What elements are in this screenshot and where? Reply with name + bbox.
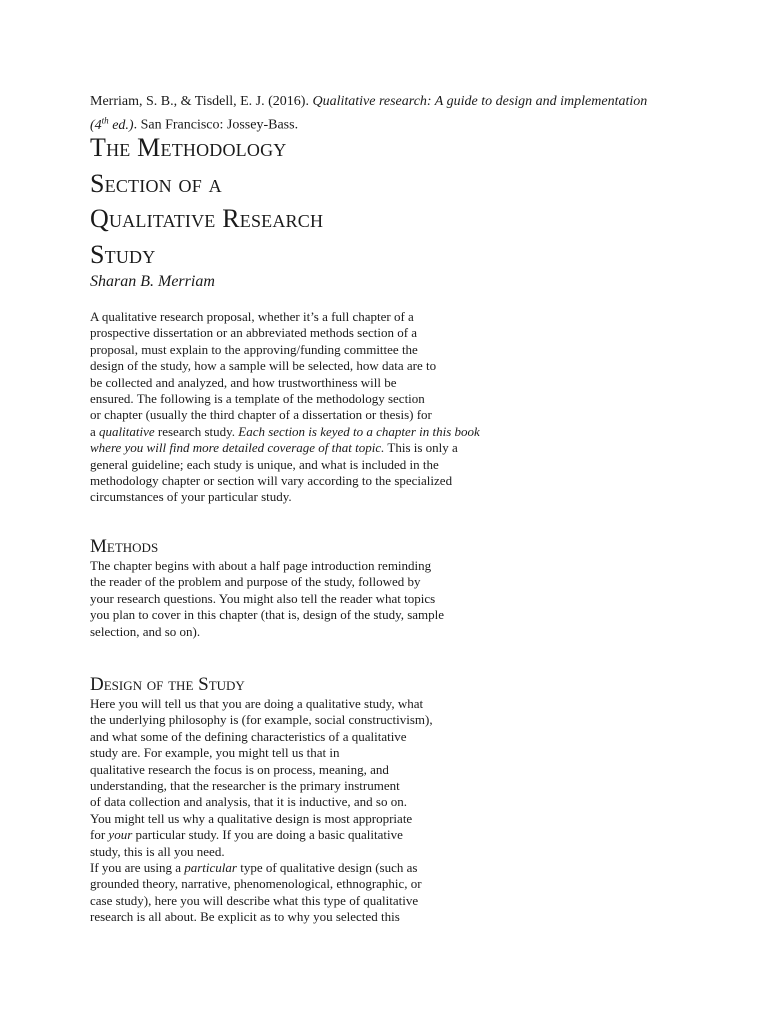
text-line (90, 827, 520, 843)
text-run-italic: qualitative (99, 423, 155, 439)
text-line: methodology chapter or section will vary according to the specialized (90, 473, 453, 489)
intro-paragraph (90, 309, 520, 506)
title-line: Section of a (90, 168, 222, 198)
methods-paragraph (90, 558, 520, 640)
text-run: If you are using a (90, 860, 185, 876)
document-title (90, 130, 590, 272)
citation-title-part: Qualitative research: A guide to design and implementation (4 (90, 94, 648, 133)
text-run-italic: your (108, 827, 133, 843)
text-line: prospective dissertation or an abbreviated methods section of a (90, 325, 418, 341)
text-line: and what some of the defining characteristics of a qualitative (90, 728, 407, 744)
text-line: research is all about. Be explicit as to why you selected this (90, 909, 400, 925)
text-line: selection, and so on). (90, 623, 201, 639)
text-line: You might tell us why a qualitative design is most appropriate (90, 810, 413, 826)
text-run: This is only a (384, 440, 458, 456)
text-run-italic: Each section is keyed to a chapter in this book (238, 423, 480, 439)
author-name: Sharan B. Merriam (90, 273, 215, 290)
text-line: be collected and analyzed, and how trustworthiness will be (90, 374, 397, 390)
text-line: understanding, that the researcher is the primary instrument (90, 778, 400, 794)
text-line: grounded theory, narrative, phenomenological, ethnographic, or (90, 876, 422, 892)
text-run: particular study. If you are doing a basic qualitative (132, 827, 403, 843)
text-line (90, 424, 520, 440)
text-line (90, 440, 520, 456)
text-line: study, this is all you need. (90, 843, 225, 859)
text-run: for (90, 827, 109, 843)
text-run: a (90, 423, 100, 439)
design-paragraph (90, 696, 520, 926)
text-line: your research questions. You might also tell the reader what topics (90, 590, 436, 606)
text-line: of data collection and analysis, that it is inductive, and so on. (90, 794, 407, 810)
design-heading: Design of the Study (90, 674, 245, 695)
citation (90, 93, 650, 135)
text-line: study are. For example, you might tell us that in (90, 745, 340, 761)
text-line: design of the study, how a sample will be selected, how data are to (90, 358, 437, 374)
methods-heading: Methods (90, 536, 159, 557)
text-line: case study), here you will describe what this type of qualitative (90, 892, 419, 908)
text-line (90, 860, 520, 876)
text-line: the reader of the problem and purpose of the study, followed by (90, 574, 421, 590)
text-line: The chapter begins with about a half page introduction reminding (90, 558, 432, 573)
text-run: type of qualitative design (such as (236, 860, 418, 876)
text-line: circumstances of your particular study. (90, 489, 292, 505)
text-line: A qualitative research proposal, whether it’s a full chapter of a (90, 309, 414, 324)
citation-title-edition: ed.) (108, 117, 134, 133)
text-run: research study. (154, 423, 239, 439)
text-run-italic: where you will find more detailed coverage of that topic. (90, 440, 385, 456)
citation-publisher: . San Francisco: Jossey-Bass. (133, 117, 299, 133)
text-line: proposal, must explain to the approving/funding committee the (90, 341, 418, 357)
title-line: Study (90, 239, 156, 269)
citation-authors: Merriam, S. B., & Tisdell, E. J. (2016). (90, 94, 313, 109)
text-line: you plan to cover in this chapter (that is, design of the study, sample (90, 607, 445, 623)
citation-superscript: th (101, 115, 109, 125)
text-line: ensured. The following is a template of the methodology section (90, 391, 425, 407)
title-line: The Methodology (90, 133, 287, 162)
text-line: Here you will tell us that you are doing a qualitative study, what (90, 696, 424, 711)
text-line: or chapter (usually the third chapter of a dissertation or thesis) for (90, 407, 432, 423)
text-line: the underlying philosophy is (for example, social constructivism), (90, 712, 433, 728)
text-line: general guideline; each study is unique, and what is included in the (90, 456, 439, 472)
text-line: qualitative research the focus is on process, meaning, and (90, 761, 389, 777)
title-line: Qualitative Research (90, 204, 324, 233)
text-run-italic: particular (184, 860, 237, 876)
